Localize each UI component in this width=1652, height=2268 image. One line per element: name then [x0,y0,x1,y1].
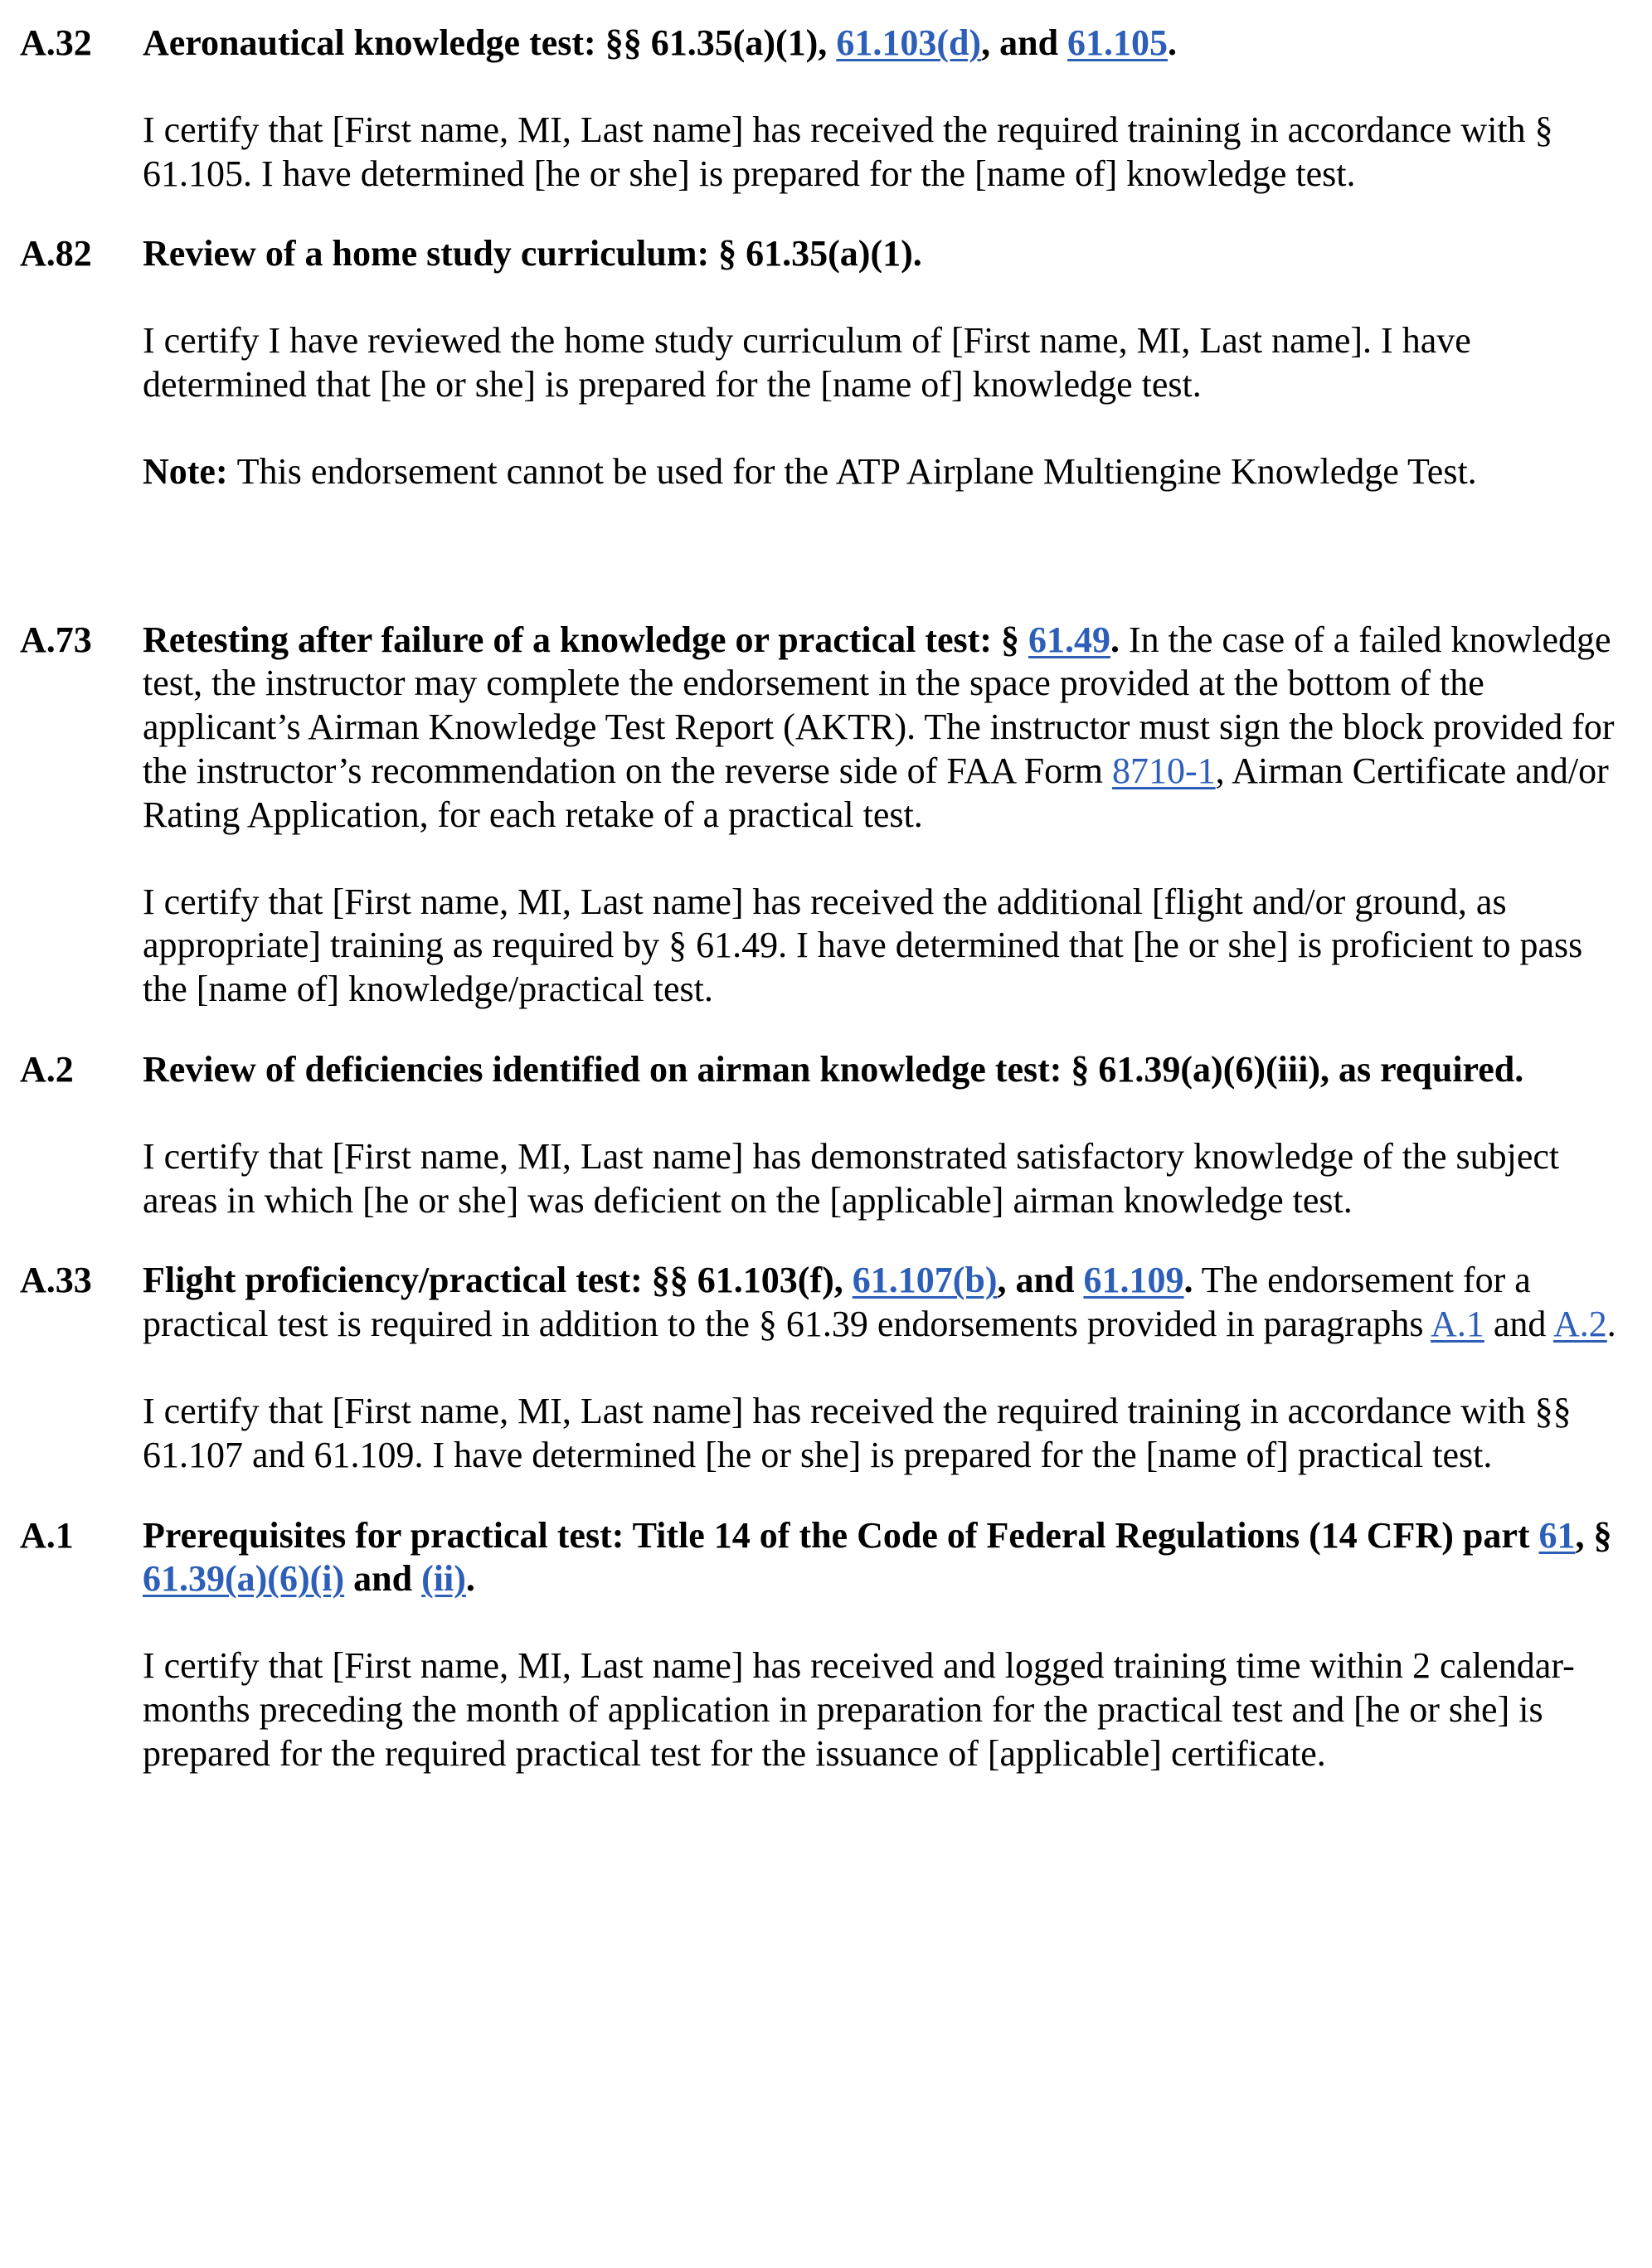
text-segment: , § [1575,1514,1612,1556]
text-segment: . [1110,619,1120,660]
section-heading [143,232,1627,276]
paragraph [143,1135,1627,1223]
text-segment: I certify that [First name, MI, Last name] has received the additional [flight and/or ground, as appropriate] training as required by § 61.49. I have determined that [he or she] is proficient to pass the [name of] knowledge/practical test. [143,881,1583,1010]
section-content [143,232,1627,493]
section-content [143,619,1627,1012]
text-segment: , Airman Certificate and/or Rating Application, for each retake of a practical test. [143,750,1609,835]
text-segment: Aeronautical knowledge test: §§ 61.35(a)(1), [143,22,837,63]
text-segment: , and [981,22,1068,63]
text-segment: The endorsement for a practical test is required in addition to the § 61.39 endorsements provided in paragraphs [143,1260,1531,1345]
paragraph [143,450,1627,494]
text-segment: . [465,1558,475,1600]
text-segment: This endorsement cannot be used for the ATP Airplane Multiengine Knowledge Test. [236,450,1477,492]
text-segment: Note: [143,450,237,492]
regulation-link[interactable]: A.2 [1552,1304,1607,1345]
document-body [20,22,1627,1776]
paragraph [143,1644,1627,1775]
section-a-73 [20,619,1627,1012]
regulation-link[interactable]: 8710-1 [1112,750,1216,791]
text-segment: and [1484,1304,1553,1345]
text-segment: I certify I have reviewed the home study curriculum of [First name, MI, Last name]. I have determined that [he or she] is prepared for the [name of] knowledge test. [143,320,1471,405]
section-content [143,1259,1627,1477]
text-segment: I certify that [First name, MI, Last name] has received the required training in accordance with §§ 61.107 and 61.109. I have determined [he or she] is prepared for the [name of] practical test. [143,1390,1572,1475]
section-label: A.33 [20,1260,92,1301]
text-segment: Prerequisites for practical test: Title 14 of the Code of Federal Regulations (14 CFR) part [143,1514,1539,1556]
text-segment: I certify that [First name, MI, Last name] has received and logged training time within 2 calendar-months preceding the month of application in preparation for the practical test and [he or she] is prepared for the required practical test for the issuance of [applicable] certificate. [143,1645,1575,1774]
section-heading [143,1259,1627,1347]
text-segment: Review of a home study curriculum: § 61.35(a)(1). [143,233,922,274]
section-content [143,1048,1627,1222]
section-label: A.32 [20,22,92,63]
paragraph [143,1390,1627,1478]
section-a-2 [20,1048,1627,1222]
text-segment: I certify that [First name, MI, Last name] has demonstrated satisfactory knowledge of the subject areas in which [he or she] was deficient on the [applicable] airman knowledge test. [143,1135,1560,1221]
section-a-32 [20,22,1627,196]
text-segment: I certify that [First name, MI, Last name] has received the required training in accordance with § 61.105. I have determined [he or she] is prepared for the [name of] knowledge test. [143,109,1553,194]
section-heading [143,1514,1627,1602]
text-segment: . [1168,22,1178,63]
paragraph [143,109,1627,197]
section-label: A.73 [20,619,92,660]
section-heading [143,22,1627,66]
regulation-link[interactable]: 61.109 [1083,1260,1184,1301]
regulation-link[interactable]: 61.107(b) [852,1260,998,1301]
regulation-link[interactable]: 61.49 [1028,619,1110,660]
regulation-link[interactable]: A.1 [1431,1304,1484,1345]
text-segment: and [344,1558,422,1600]
regulation-link[interactable]: 61.103(d) [836,22,982,63]
text-segment: , and [997,1260,1084,1301]
section-heading [143,1048,1627,1092]
text-segment: Flight proficiency/practical test: §§ 61.103(f), [143,1260,853,1301]
text-segment: . [1606,1304,1616,1345]
paragraph [143,881,1627,1012]
regulation-link[interactable]: 61 [1538,1514,1576,1556]
section-content [143,1514,1627,1776]
regulation-link[interactable]: 61.39(a)(6)(i) [143,1558,345,1600]
section-heading [143,619,1627,838]
section-label: A.2 [20,1048,74,1090]
text-segment: . [1183,1260,1193,1301]
section-content [143,22,1627,196]
section-label: A.1 [20,1514,74,1556]
section-a-33 [20,1259,1627,1477]
text-segment: Retesting after failure of a knowledge or practical test: § [143,619,1028,660]
paragraph [143,319,1627,407]
section-a-82 [20,232,1627,493]
section-a-1 [20,1514,1627,1776]
text-segment: Review of deficiencies identified on airman knowledge test: § 61.39(a)(6)(iii), as required. [143,1048,1524,1090]
section-label: A.82 [20,233,92,274]
text-segment: In the case of a failed knowledge test, the instructor may complete the endorsement in the space provided at the bottom of the applicant’s Airman Knowledge Test Report (AKTR). The instructor must sign the block provided for the instructor’s recommendation on the reverse side of FAA Form [143,619,1615,791]
regulation-link[interactable]: (ii) [421,1558,466,1600]
regulation-link[interactable]: 61.105 [1067,22,1169,63]
